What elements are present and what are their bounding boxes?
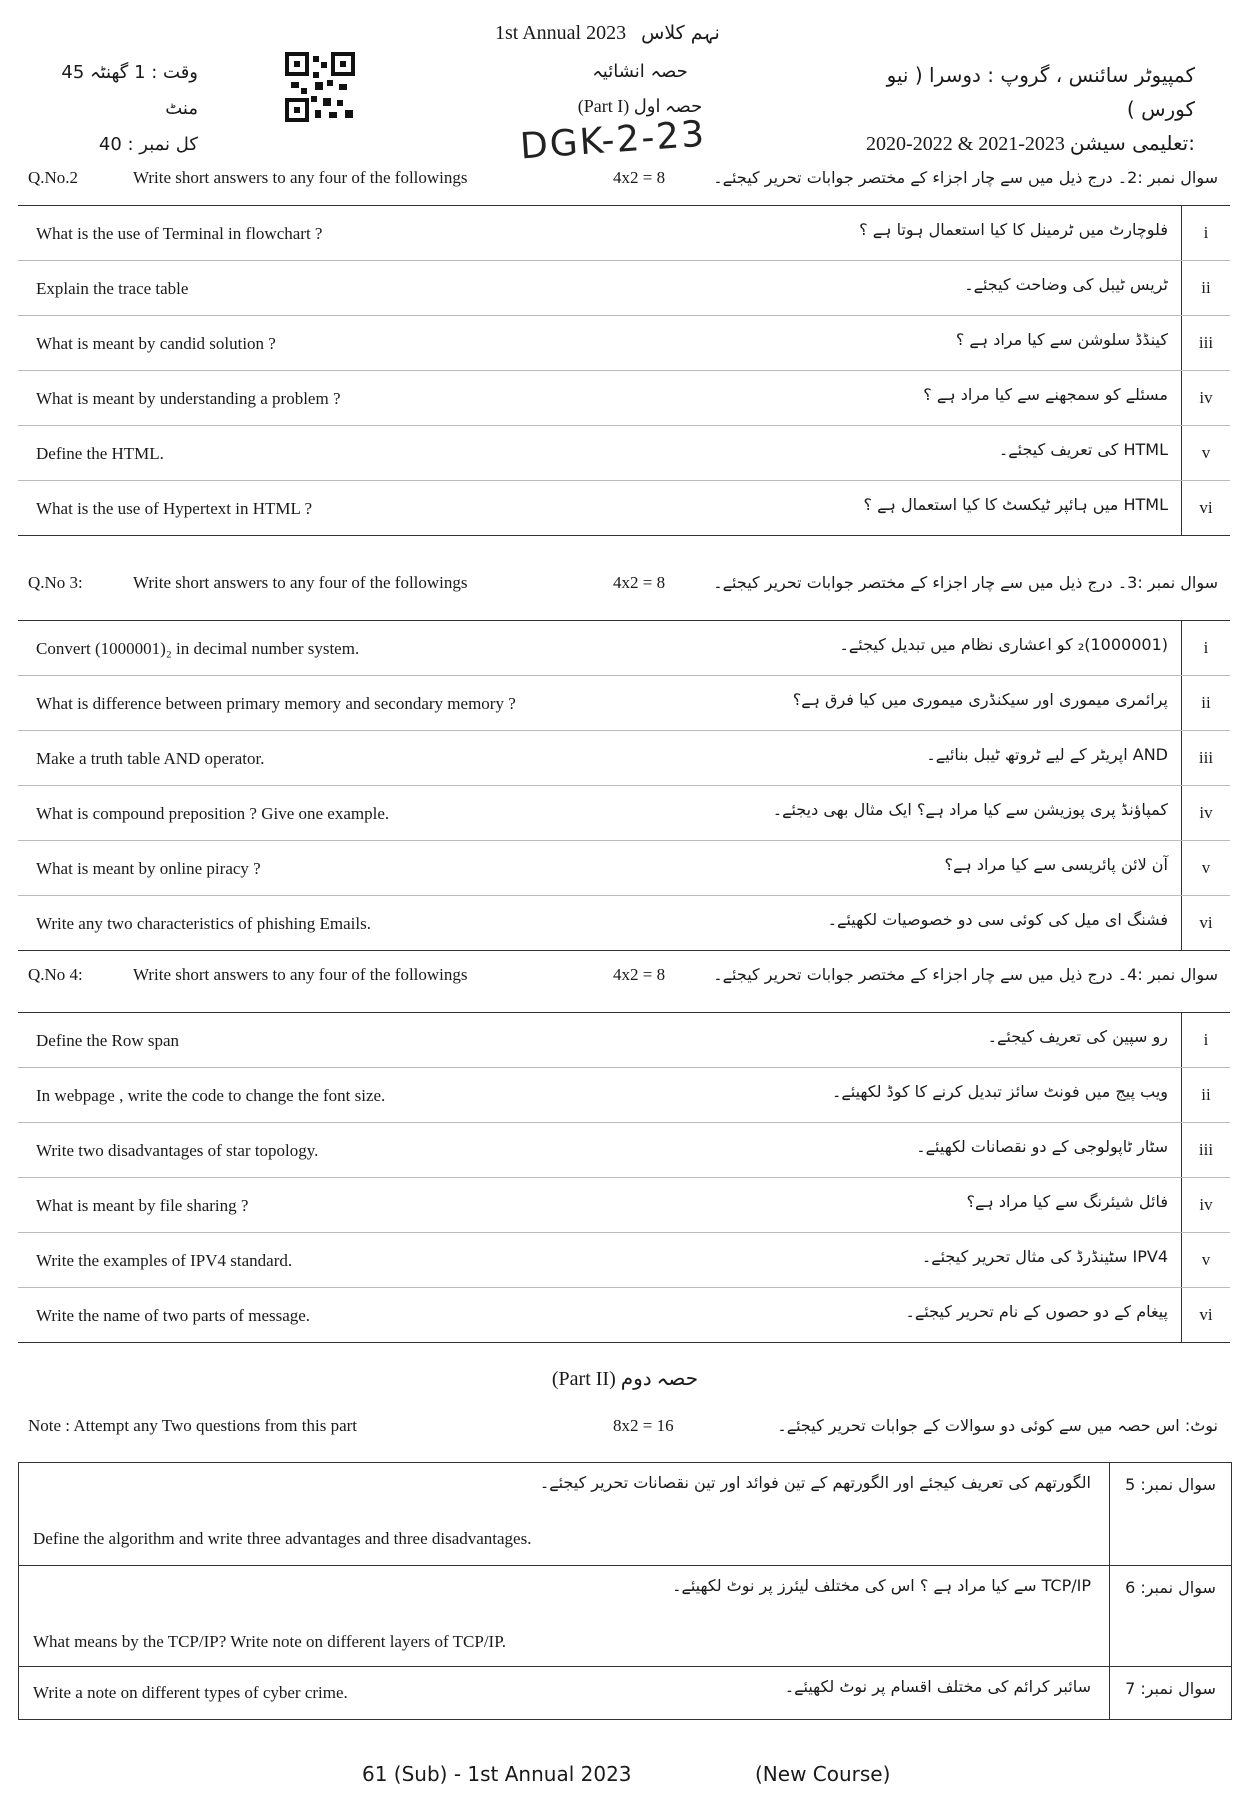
exam-title (495, 22, 795, 45)
time-label: وقت : 1 گھنٹہ 45 منٹ (61, 62, 198, 119)
long-question-number: سوال نمبر: 6 (1109, 1566, 1231, 1666)
question-ur: ویب پیج میں فونٹ سائز تبدیل کرنے کا کوڈ لکھیئے۔ (831, 1082, 1168, 1101)
question-en: What is the use of Terminal in flowchart ? (36, 224, 323, 243)
table-row (18, 481, 1230, 535)
part2-table (18, 1462, 1232, 1720)
long-question-row (19, 1667, 1231, 1719)
question-ur: AND اپریٹر کے لیے ٹروتھ ٹیبل بنائیے۔ (926, 745, 1168, 764)
question-ur: فلوچارٹ میں ٹرمینل کا کیا استعمال ہوتا ہے ؟ (859, 220, 1168, 239)
question-en: In webpage , write the code to change the font size. (36, 1086, 386, 1105)
question-en: What is meant by online piracy ? (36, 859, 261, 878)
q3-table (18, 620, 1230, 951)
question-en: Define the HTML. (36, 444, 164, 463)
question-number: i (1181, 621, 1230, 675)
question-en: Write any two characteristics of phishing Emails. (36, 914, 371, 933)
question-ur: HTML میں ہائپر ٹیکسٹ کا کیا استعمال ہے ؟ (863, 495, 1168, 514)
question-number: iv (1181, 786, 1230, 840)
q4-heading (28, 965, 1218, 991)
q3-marks: 4x2 = 8 (613, 573, 666, 592)
part2-note-en: Note : Attempt any Two questions from this part (28, 1416, 358, 1435)
question-number: ii (1181, 261, 1230, 315)
question-number: v (1181, 841, 1230, 895)
question-en: Write two disadvantages of star topology. (36, 1141, 319, 1160)
table-row (18, 206, 1230, 261)
q2-marks: 4x2 = 8 (613, 168, 666, 187)
q4-heading-ur: سوال نمبر :4۔ درج ذیل میں سے چار اجزاء کے مختصر جوابات تحریر کیجئے۔ (713, 965, 1218, 984)
exam-name: 1st Annual 2023 (495, 22, 627, 44)
part-label: (Part I) حصہ اول (577, 96, 703, 116)
handwritten-code: DGK-2-23 (518, 113, 708, 168)
question-number: i (1181, 1013, 1230, 1067)
q4-table (18, 1012, 1230, 1343)
total-marks-label: کل نمبر : 40 (98, 134, 198, 155)
long-question-number: سوال نمبر: 5 (1109, 1463, 1231, 1565)
question-ur: رو سپین کی تعریف کیجئے۔ (987, 1027, 1168, 1046)
question-en: What is meant by understanding a problem ? (36, 389, 341, 408)
long-question-ur: TCP/IP سے کیا مراد ہے ؟ اس کی مختلف لیئرز پر نوٹ لکھیئے۔ (672, 1576, 1091, 1595)
part2-title: (Part II) حصہ دوم (551, 1368, 699, 1390)
question-number: v (1181, 1233, 1230, 1287)
q3-heading (28, 573, 1218, 599)
table-row (18, 841, 1230, 896)
table-row (18, 1068, 1230, 1123)
table-row (18, 316, 1230, 371)
q2-heading-ur: سوال نمبر :2۔ درج ذیل میں سے چار اجزاء کے مختصر جوابات تحریر کیجئے۔ (713, 168, 1218, 187)
section-block (540, 55, 740, 123)
question-ur: فائل شیئرنگ سے کیا مراد ہے؟ (966, 1192, 1168, 1211)
part2-note-ur: نوٹ: اس حصہ میں سے کوئی دو سوالات کے جوابات تحریر کیجئے۔ (777, 1416, 1218, 1435)
question-en: Make a truth table AND operator. (36, 749, 265, 768)
session-years: 2020-2022 & 2021-2023 (866, 133, 1065, 155)
long-question-en: Write a note on different types of cyber crime. (33, 1683, 348, 1702)
question-number: v (1181, 426, 1230, 480)
part2-note (28, 1416, 1218, 1442)
question-ur: پرائمری میموری اور سیکنڈری میموری میں کیا فرق ہے؟ (792, 690, 1168, 709)
footer-code: 61 (Sub) - 1st Annual 2023 (362, 1762, 632, 1786)
question-number: ii (1181, 676, 1230, 730)
long-question-en: Define the algorithm and write three advantages and three disadvantages. (33, 1529, 532, 1548)
question-number: iv (1181, 1178, 1230, 1232)
question-number: vi (1181, 896, 1230, 950)
question-ur: فشنگ ای میل کی کوئی سی دو خصوصیات لکھیئے۔ (827, 910, 1168, 929)
table-row (18, 786, 1230, 841)
question-number: iii (1181, 316, 1230, 370)
session-label: تعلیمی سیشن: (1069, 131, 1195, 155)
question-number: ii (1181, 1068, 1230, 1122)
long-question-row (19, 1463, 1231, 1566)
class-label: نہم کلاس (641, 22, 720, 44)
session-line (855, 126, 1195, 161)
table-row (18, 426, 1230, 481)
question-number: vi (1181, 481, 1230, 535)
q4-instruction: Write short answers to any four of the followings (133, 965, 468, 984)
question-en: What is the use of Hypertext in HTML ? (36, 499, 313, 518)
table-row (18, 1123, 1230, 1178)
question-number: iii (1181, 731, 1230, 785)
q2-table (18, 205, 1230, 536)
table-row (18, 676, 1230, 731)
q2-heading (28, 168, 1218, 194)
question-ur: پیغام کے دو حصوں کے نام تحریر کیجئے۔ (905, 1302, 1168, 1321)
long-question-number: سوال نمبر: 7 (1109, 1667, 1231, 1719)
table-row (18, 731, 1230, 786)
question-en: What is meant by candid solution ? (36, 334, 276, 353)
q3-number: Q.No 3: (28, 573, 83, 592)
table-row (18, 261, 1230, 316)
question-en: Convert (1000001)₂ in decimal number system. (36, 639, 360, 658)
table-row (18, 1013, 1230, 1068)
table-row (18, 896, 1230, 950)
question-number: vi (1181, 1288, 1230, 1342)
question-en: What is meant by file sharing ? (36, 1196, 249, 1215)
long-question-ur: سائبر کرائم کی مختلف اقسام پر نوٹ لکھیئے۔ (784, 1677, 1091, 1696)
question-en: Define the Row span (36, 1031, 180, 1050)
question-ur: ٹریس ٹیبل کی وضاحت کیجئے۔ (964, 275, 1168, 294)
table-row (18, 371, 1230, 426)
long-question-en: What means by the TCP/IP? Write note on different layers of TCP/IP. (33, 1632, 507, 1651)
question-ur: HTML کی تعریف کیجئے۔ (998, 440, 1168, 459)
long-question-ur: الگورتھم کی تعریف کیجئے اور الگورتھم کے تین فوائد اور تین نقصانات تحریر کیجئے۔ (539, 1473, 1091, 1492)
time-marks-block (38, 55, 198, 163)
q2-instruction: Write short answers to any four of the followings (133, 168, 468, 187)
q3-heading-ur: سوال نمبر :3۔ درج ذیل میں سے چار اجزاء کے مختصر جوابات تحریر کیجئے۔ (713, 573, 1218, 592)
table-row (18, 621, 1230, 676)
question-ur: کینڈڈ سلوشن سے کیا مراد ہے ؟ (955, 330, 1168, 349)
question-number: iv (1181, 371, 1230, 425)
table-row (18, 1178, 1230, 1233)
question-ur: آن لائن پائریسی سے کیا مراد ہے؟ (944, 855, 1168, 874)
q4-number: Q.No 4: (28, 965, 83, 984)
question-en: What is difference between primary memory and secondary memory ? (36, 694, 516, 713)
question-en: What is compound preposition ? Give one example. (36, 804, 390, 823)
subject-label: کمپیوٹر سائنس ، گروپ : دوسرا ( نیو کورس ) (886, 63, 1195, 121)
table-row (18, 1288, 1230, 1342)
question-number: iii (1181, 1123, 1230, 1177)
subject-block (855, 58, 1195, 161)
question-en: Write the examples of IPV4 standard. (36, 1251, 293, 1270)
question-number: i (1181, 206, 1230, 260)
question-ur: مسئلے کو سمجھنے سے کیا مراد ہے ؟ (923, 385, 1168, 404)
question-en: Write the name of two parts of message. (36, 1306, 311, 1325)
question-ur: IPV4 سٹینڈرڈ کی مثال تحریر کیجئے۔ (921, 1247, 1168, 1266)
q3-instruction: Write short answers to any four of the followings (133, 573, 468, 592)
question-ur: کمپاؤنڈ پری پوزیشن سے کیا مراد ہے؟ ایک مثال بھی دیجئے۔ (772, 800, 1168, 819)
q4-marks: 4x2 = 8 (613, 965, 666, 984)
question-en: Explain the trace table (36, 279, 189, 298)
section-label: حصہ انشائیہ (592, 61, 688, 82)
question-ur: سٹار ٹاپولوجی کے دو نقصانات لکھیئے۔ (916, 1137, 1168, 1156)
long-question-row (19, 1566, 1231, 1667)
q2-number: Q.No.2 (28, 168, 79, 187)
footer-course: (New Course) (755, 1762, 891, 1786)
part2-marks: 8x2 = 16 (613, 1416, 674, 1435)
qr-code-icon (285, 52, 355, 122)
question-ur: (1000001)₂ کو اعشاری نظام میں تبدیل کیجئے۔ (839, 635, 1168, 654)
table-row (18, 1233, 1230, 1288)
